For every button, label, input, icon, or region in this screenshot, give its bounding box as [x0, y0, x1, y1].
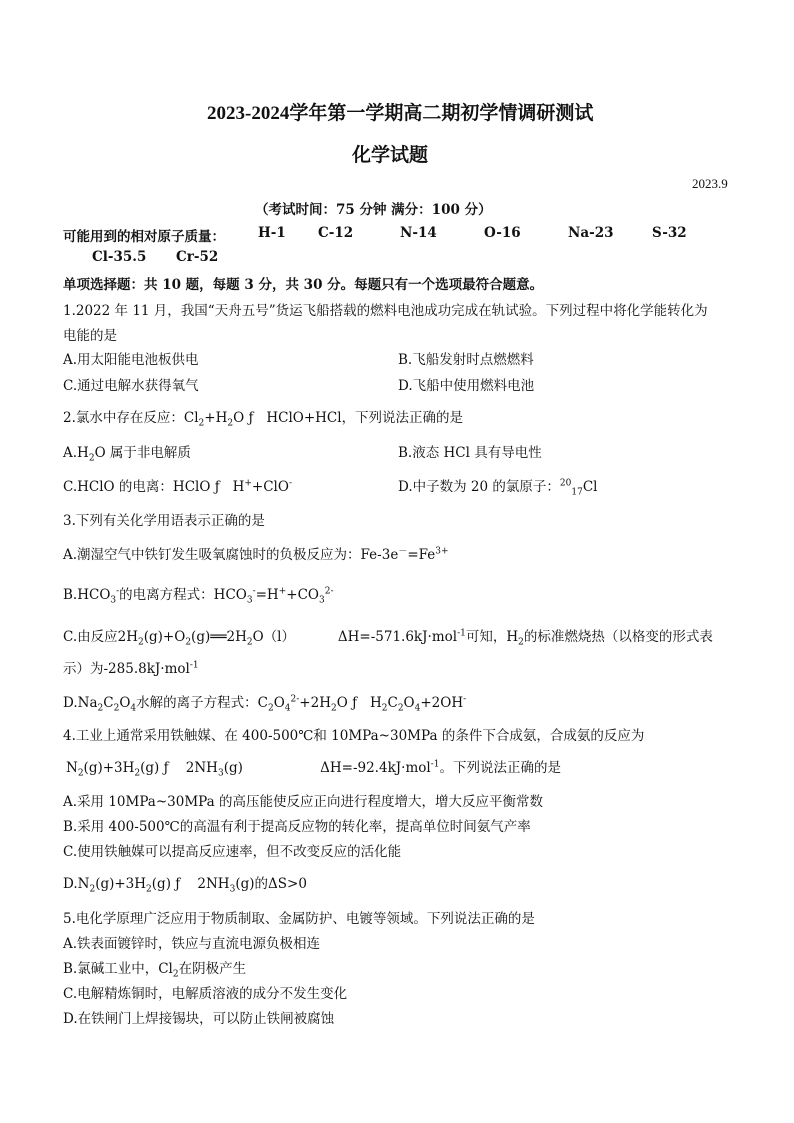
q3-option-c-eq: $2H_2(g)+O_2(g)══2H_2O(l)$: [117, 629, 338, 648]
q2-option-c-eq: HClO ƒ H++ClO-: [172, 478, 292, 495]
page-subtitle: 化学试题: [352, 144, 429, 166]
q1-stem-line1: 1.2022 年 11 月，我国“天舟五号”货运飞船搭载的燃料电池成功完成在轨试验。下列过程中将化学能转化为: [63, 303, 708, 319]
q3-option-d-eq: $C_2O_4^{2-}+2H_2O$ ƒ $H_2C_2O_4+2OH^-$: [257, 694, 467, 714]
q4-option-a: A.采用 10MPa~30MPa 的高压能使反应正向进行程度增大，增大反应平衡常数: [63, 794, 543, 810]
q1-option-a: A.用太阳能电池板供电: [63, 352, 199, 368]
atomic-mass-cr: Cr-52: [176, 249, 219, 265]
q2-option-c-prefix: C.HClO 的电离：: [63, 479, 173, 495]
q2-option-b: B.液态 HCl 具有导电性: [398, 445, 542, 461]
q3-option-c-prefix: C.由反应: [63, 629, 118, 645]
q5-option-a: A.铁表面镀锌时，铁应与直流电源负极相连: [63, 936, 321, 952]
q3-option-c-suffix: 可知，H: [465, 629, 519, 645]
atomic-mass-label: 可能用到的相对原子质量：: [63, 229, 225, 245]
q2-stem: [63, 406, 463, 429]
q4-dh: ΔH=-92.4kJ·mol: [320, 760, 431, 776]
q3-option-d-prefix: D.Na: [63, 695, 98, 711]
q3-option-b-mid: 的电离方程式：: [119, 587, 214, 603]
q4-option-c: C.使用铁触媒可以提高反应速率，但不改变反应的活化能: [63, 844, 402, 860]
q4-option-b: B.采用 400-500℃的高温有利于提高反应物的转化率，提高单位时间氨气产率: [63, 819, 531, 835]
exam-date: 2023.9: [692, 176, 728, 191]
q3-stem: 3.下列有关化学用语表示正确的是: [63, 513, 265, 529]
atomic-mass-cl: Cl-35.5: [92, 249, 147, 265]
q5-stem: 5.电化学原理广泛应用于物质制取、金属防护、电镀等领域。下列说法正确的是: [63, 911, 535, 927]
q3-option-d: $D.Na_2C_2O_4$水解的离子方程式：$C_2O_4^{2-}+2H_2O$ ƒ $H_2C_2O_4+2OH^-$: [63, 694, 467, 714]
q2-stem-suffix: ，下列说法正确的是: [341, 410, 464, 426]
section-header: 单项选择题：共 10 题，每题 3 分，共 30 分。每题只有一个选项最符合题意。: [63, 277, 544, 293]
atomic-mass-c: C-12: [318, 225, 354, 241]
q4-option-d-eq: $N_2(g)+3H_2(g)$ ƒ $2NH_3(g)$: [77, 876, 255, 895]
q3-option-a-eq: $Fe-3e^-=Fe^{3+}$: [360, 546, 449, 563]
q4-stem-line1: 4.工业上通常采用铁触媒、在 400-500℃和 10MPa~30MPa 的条件下合成氨，合成氨的反应为: [63, 728, 645, 744]
q3-option-d-mid: 水解的离子方程式：: [136, 695, 258, 711]
q2-equation: $Cl_2+H_2O$ ƒ HClO+HCl: [183, 410, 342, 429]
q5-option-c: C.电解精炼铜时，电解质溶液的成分不发生变化: [63, 986, 348, 1002]
q1-option-b: B.飞船发射时点燃燃料: [398, 352, 534, 368]
q1-stem-line2: 电能的是: [63, 328, 117, 344]
q5-option-d: D.在铁闸门上焊接锡块，可以防止铁闸被腐蚀: [63, 1011, 335, 1027]
q1-option-d: D.飞船中使用燃料电池: [398, 378, 535, 394]
q2-option-a-suffix: O 属于非电解质: [94, 445, 191, 461]
q3-option-b-prefix: B.HCO: [63, 587, 111, 603]
page-title: 2023-2024学年第一学期高二期初学情调研测试: [207, 103, 594, 124]
atomic-mass-h: H-1: [258, 225, 286, 241]
q3-option-b: $B.HCO_3^-$的电离方程式：$HCO_3^-=H^++CO_3^{2-}$: [63, 586, 334, 606]
q4-option-d-suffix: 的ΔS>0: [254, 876, 307, 892]
q2-option-c: [63, 475, 292, 495]
q4-equation: $N_2(g)+3H_2(g)$ ƒ $2NH_3(g)$: [66, 760, 321, 779]
q4-equation-line: $N_2(g)+3H_2(g)$ ƒ $2NH_3(g)$ ΔH=-92.4kJ·mol$^{-1}$。下列说法正确的是: [66, 759, 561, 779]
q4-stem-tail: 。下列说法正确的是: [439, 760, 561, 776]
q4-option-d: [63, 872, 307, 895]
atomic-mass-s: S-32: [652, 225, 687, 241]
atomic-mass-n: N-14: [400, 225, 437, 241]
q3-option-a: [63, 543, 449, 563]
q2-option-d-prefix: D.中子数为 20 的氯原子：: [398, 479, 560, 495]
q5-option-b-suffix: 在阴极产生: [178, 961, 247, 977]
q3-option-b-eq: $HCO_3^-=H^++CO_3^{2-}$: [213, 586, 334, 606]
q5-option-b: B.氯碱工业中，$Cl_2$在阴极产生: [63, 961, 247, 980]
q2-stem-prefix: 2.氯水中存在反应：: [63, 410, 184, 426]
q3-option-c-line2: 示）为-285.8kJ·mol$^{-1}$: [63, 660, 199, 677]
q2-option-d: [398, 475, 597, 498]
q2-option-a: $A.H_2O$ 属于非电解质: [63, 445, 191, 464]
q3-option-a-prefix: A.潮湿空气中铁钉发生吸氧腐蚀时的负极反应为：: [63, 547, 361, 563]
q3-option-c: C.由反应$2H_2(g)+O_2(g)══2H_2O(l)$ ΔH=-571.6kJ·mol$^{-1}$可知，$H_2$的标准燃烧热（以格变的形式表: [63, 628, 713, 648]
exam-info: （考试时间：75 分钟 满分：100 分）: [255, 202, 492, 218]
q3-option-c-line2-text: 示）为-285.8kJ·mol: [63, 661, 190, 677]
q5-option-b-prefix: B.氯碱工业中，Cl: [63, 961, 173, 977]
atomic-mass-o: O-16: [484, 225, 521, 241]
q1-option-c: C.通过电解水获得氧气: [63, 378, 199, 394]
q3-option-c-dh: ΔH=-571.6kJ·mol: [337, 629, 458, 645]
q2-option-d-isotope: $^{20}_{17}$Cl: [559, 478, 598, 498]
q2-option-a-prefix: A.H: [63, 445, 89, 461]
atomic-mass-na: Na-23: [568, 225, 614, 241]
q4-option-d-prefix: D.: [63, 876, 78, 892]
q3-option-c-tail: 的标准燃烧热（以格变的形式表: [523, 629, 713, 645]
